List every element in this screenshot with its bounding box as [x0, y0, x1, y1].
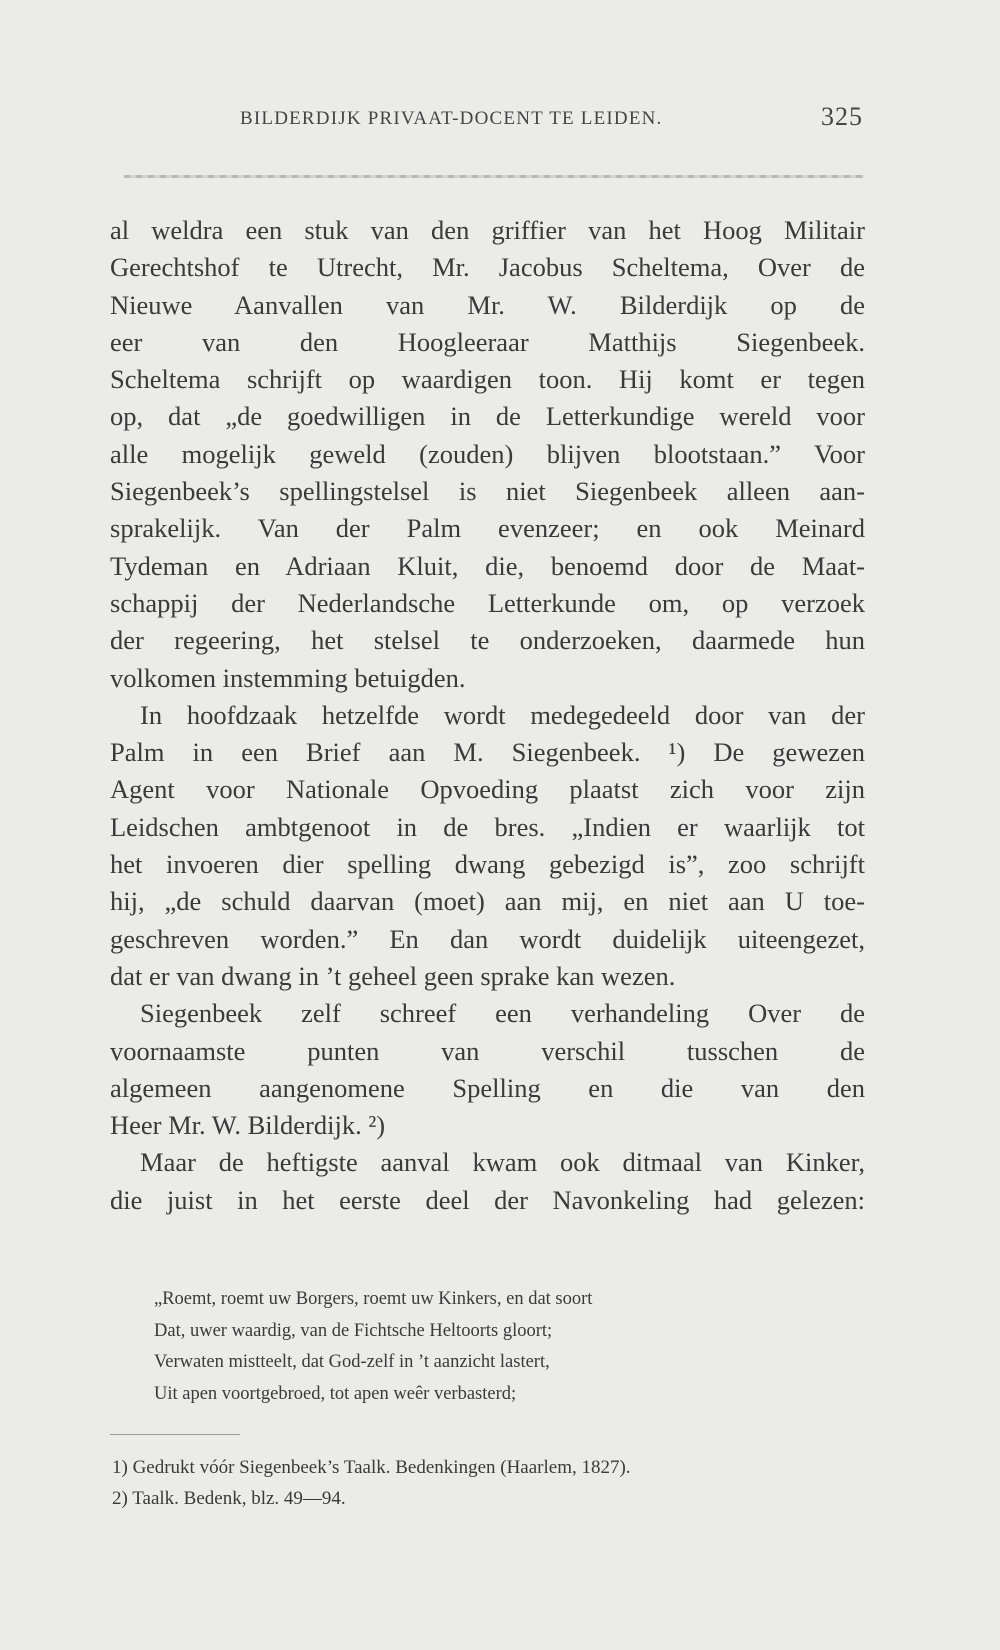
body-line: Scheltema schrijft op waardigen toon. Hij komt er tegen — [110, 364, 865, 395]
body-line: Agent voor Nationale Opvoeding plaatst zich voor zijn — [110, 774, 865, 805]
body-line: alle mogelijk geweld (zouden) blijven blootstaan.” Voor — [110, 438, 865, 469]
footnote: 2) Taalk. Bedenk, blz. 49—94. — [112, 1488, 346, 1509]
body-line: In hoofdzaak hetzelfde wordt medegedeeld door van der — [140, 699, 865, 730]
body-line: Siegenbeek zelf schreef een verhandeling Over de — [140, 998, 865, 1029]
body-line: dat er van dwang in ’t geheel geen sprake kan wezen. — [110, 960, 676, 991]
footnote-rule — [110, 1434, 240, 1435]
body-line: Nieuwe Aanvallen van Mr. W. Bilderdijk op de — [110, 289, 865, 320]
body-line: der regeering, het stelsel te onderzoeken, daarmede hun — [110, 625, 865, 656]
body-line: voornaamste punten van verschil tusschen de — [110, 1035, 865, 1066]
body-line: Maar de heftigste aanval kwam ook ditmaal van Kinker, — [140, 1147, 865, 1178]
page-number: 325 — [821, 102, 863, 131]
footnotes — [112, 1452, 631, 1514]
body-line: eer van den Hoogleeraar Matthijs Siegenbeek. — [110, 326, 865, 357]
body-text — [110, 212, 865, 1219]
body-line: Tydeman en Adriaan Kluit, die, benoemd door de Maat- — [110, 550, 865, 581]
body-line: al weldra een stuk van den griffier van het Hoog Militair — [110, 215, 865, 245]
poem-line: Uit apen voortgebroed, tot apen weêr verbasterd; — [154, 1383, 517, 1404]
quoted-poem — [154, 1284, 592, 1410]
running-title: BILDERDIJK PRIVAAT-DOCENT TE LEIDEN. — [240, 108, 663, 129]
poem-line: Verwaten mistteelt, dat God-zelf in ’t aanzicht lastert, — [154, 1352, 550, 1372]
body-line: schappij der Nederlandsche Letterkunde om, op verzoek — [110, 587, 865, 618]
body-line: op, dat „de goedwilligen in de Letterkundige wereld voor — [110, 401, 865, 432]
body-line: sprakelijk. Van der Palm evenzeer; en ook Meinard — [110, 513, 865, 544]
body-line: algemeen aangenomene Spelling en die van den — [110, 1072, 865, 1103]
body-line: hij, „de schuld daarvan (moet) aan mij, en niet aan U toe- — [110, 886, 865, 917]
body-line: geschreven worden.” En dan wordt duidelijk uiteengezet, — [110, 923, 865, 954]
body-line: Heer Mr. W. Bilderdijk. ²) — [110, 1110, 386, 1141]
poem-line: „Roemt, roemt uw Borgers, roemt uw Kinkers, en dat soort — [154, 1289, 593, 1309]
body-line: het invoeren dier spelling dwang gebezigd is”, zoo schrijft — [110, 849, 865, 880]
body-line: Gerechtshof te Utrecht, Mr. Jacobus Scheltema, Over de — [110, 252, 865, 283]
body-line: volkomen instemming betuigden. — [110, 662, 466, 693]
poem-line: Dat, uwer waardig, van de Fichtsche Heltoorts gloort; — [154, 1320, 553, 1341]
footnote: 1) Gedrukt vóór Siegenbeek’s Taalk. Bedenkingen (Haarlem, 1827). — [112, 1457, 631, 1478]
body-line: Palm in een Brief aan M. Siegenbeek. ¹) De gewezen — [110, 737, 865, 768]
header-rule — [124, 175, 864, 178]
body-line: die juist in het eerste deel der Navonkeling had gelezen: — [110, 1184, 865, 1215]
body-line: Leidschen ambtgenoot in de bres. „Indien er waarlijk tot — [110, 811, 865, 842]
body-line: Siegenbeek’s spellingstelsel is niet Siegenbeek alleen aan- — [110, 476, 865, 507]
